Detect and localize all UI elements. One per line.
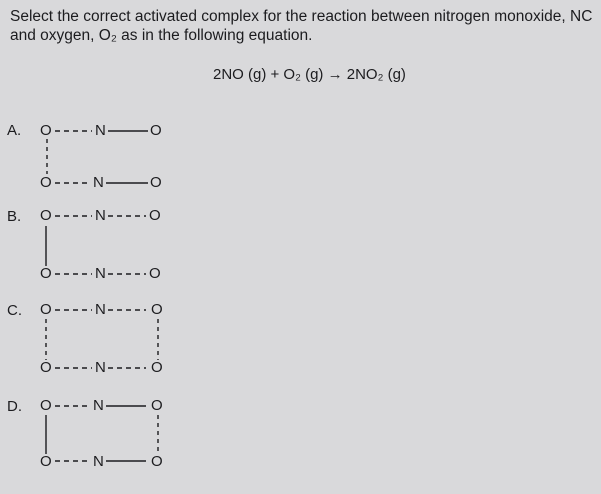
option-letter: C. bbox=[7, 302, 22, 319]
oxygen-atom: O bbox=[40, 122, 52, 139]
reaction-equation: 2NO (g) + O₂ (g) → 2NO₂ (g) bbox=[213, 66, 406, 83]
oxygen-atom: O bbox=[150, 174, 162, 191]
option-letter: D. bbox=[7, 398, 22, 415]
oxygen-atom: O bbox=[149, 207, 161, 224]
option-letter: A. bbox=[7, 122, 22, 139]
oxygen-atom: O bbox=[151, 301, 163, 318]
oxygen-atom: O bbox=[40, 397, 52, 414]
oxygen-atom: O bbox=[40, 265, 52, 282]
nitrogen-atom: N bbox=[93, 174, 104, 191]
nitrogen-atom: N bbox=[95, 207, 106, 224]
oxygen-atom: O bbox=[40, 453, 52, 470]
oxygen-atom: O bbox=[40, 359, 52, 376]
nitrogen-atom: N bbox=[95, 122, 106, 139]
question-line-1: Select the correct activated complex for the reaction between nitrogen monoxide, NC bbox=[10, 8, 593, 25]
oxygen-atom: O bbox=[40, 174, 52, 191]
nitrogen-atom: N bbox=[93, 397, 104, 414]
nitrogen-atom: N bbox=[95, 359, 106, 376]
oxygen-atom: O bbox=[150, 122, 162, 139]
oxygen-atom: O bbox=[151, 359, 163, 376]
oxygen-atom: O bbox=[40, 301, 52, 318]
oxygen-atom: O bbox=[151, 397, 163, 414]
oxygen-atom: O bbox=[151, 453, 163, 470]
nitrogen-atom: N bbox=[93, 453, 104, 470]
oxygen-atom: O bbox=[149, 265, 161, 282]
option-letter: B. bbox=[7, 208, 22, 225]
question-line-2: and oxygen, O₂ as in the following equation. bbox=[10, 27, 313, 44]
nitrogen-atom: N bbox=[95, 265, 106, 282]
nitrogen-atom: N bbox=[95, 301, 106, 318]
oxygen-atom: O bbox=[40, 207, 52, 224]
